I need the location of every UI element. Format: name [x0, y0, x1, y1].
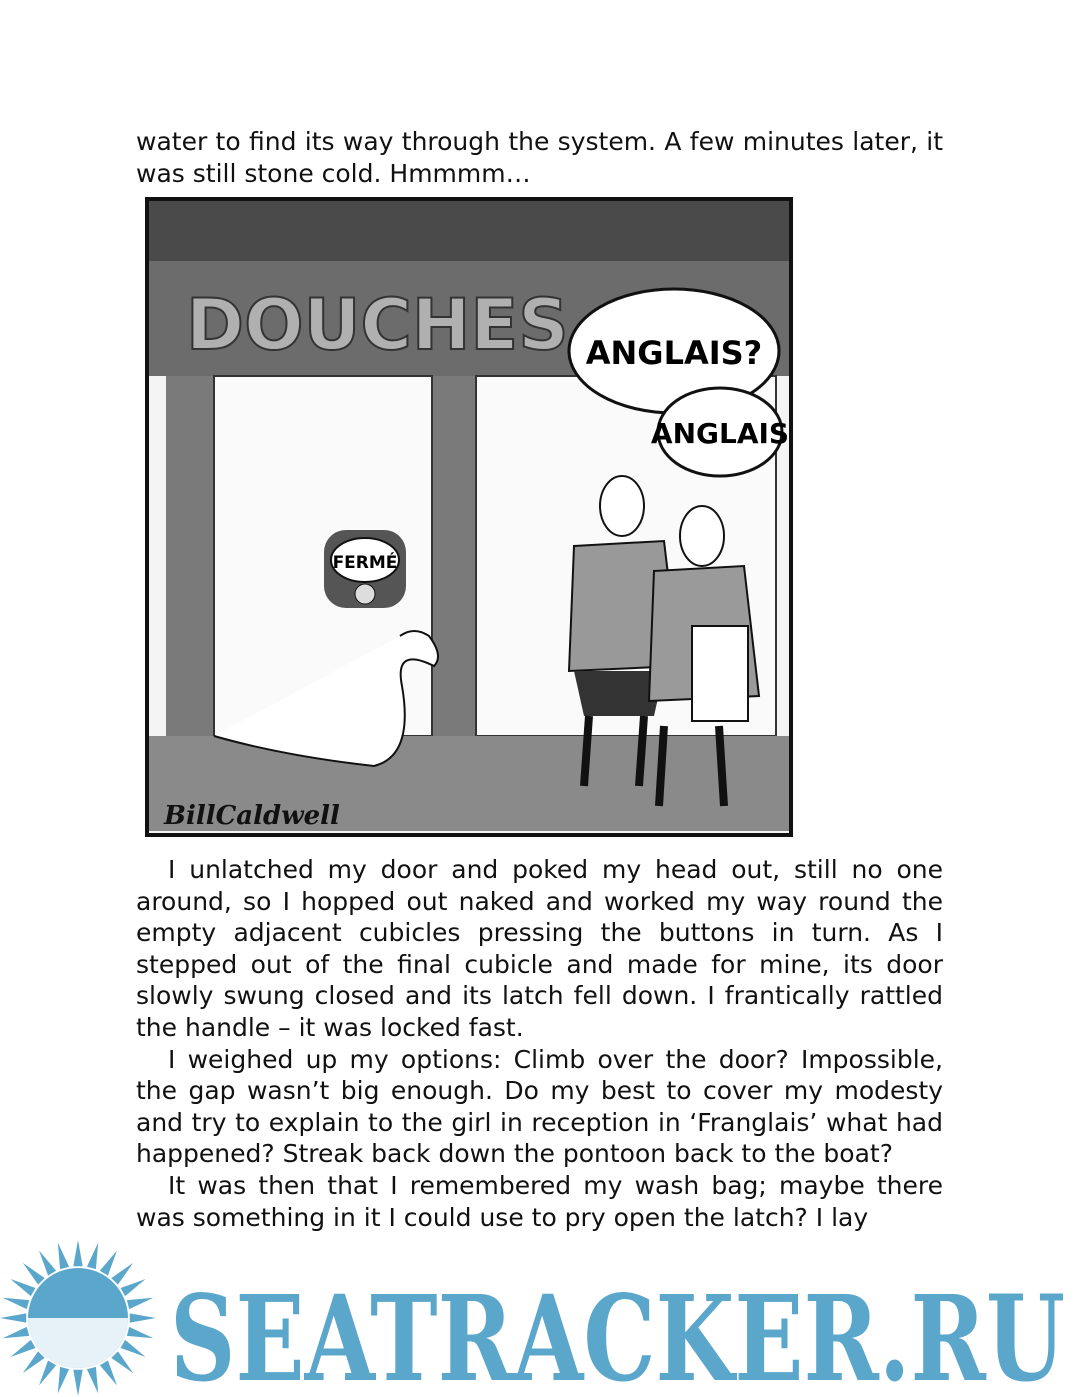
sun-logo-icon: [0, 1240, 156, 1396]
paragraph-2: I weighed up my options: Climb over the door? Impossible, the gap wasn’t big enough. Do my best to cover my modesty and try to explain to the girl in reception in ‘Franglais’ what had happened? Streak back down the pontoon back to the boat?: [136, 1044, 943, 1169]
body-text: [136, 854, 943, 1233]
middle-column: [432, 376, 476, 736]
speech-bubble-1-text: ANGLAIS?: [585, 334, 763, 372]
watermark-text: SEATRACKER.RU: [170, 1269, 1065, 1397]
douches-sign: DOUCHES: [186, 284, 569, 366]
seatracker-watermark: [0, 1238, 1080, 1397]
paragraph-3: It was then that I remembered my wash bag; maybe there was something in it I could use to pry open the latch? I lay: [136, 1170, 943, 1232]
paragraph-1: I unlatched my door and poked my head out, still no one around, so I hopped out naked and worked my way round the empty adjacent cubicles pressing the buttons in turn. As I stepped out of the final cubicle and made for mine, its door slowly swung closed and its latch fell down. I frantically rattled the handle – it was locked fast.: [136, 855, 943, 1042]
top-paragraph: [136, 126, 943, 189]
artist-signature: BillCaldwell: [164, 801, 340, 831]
paragraph-continued: water to find its way through the system. A few minutes later, it was still stone cold. Hmmmm…: [136, 127, 943, 188]
ferme-label: FERMÉ: [332, 553, 398, 573]
cartoon-illustration: [144, 196, 794, 838]
speech-bubble-2-text: ANGLAIS: [650, 417, 790, 450]
left-column: [166, 376, 214, 736]
